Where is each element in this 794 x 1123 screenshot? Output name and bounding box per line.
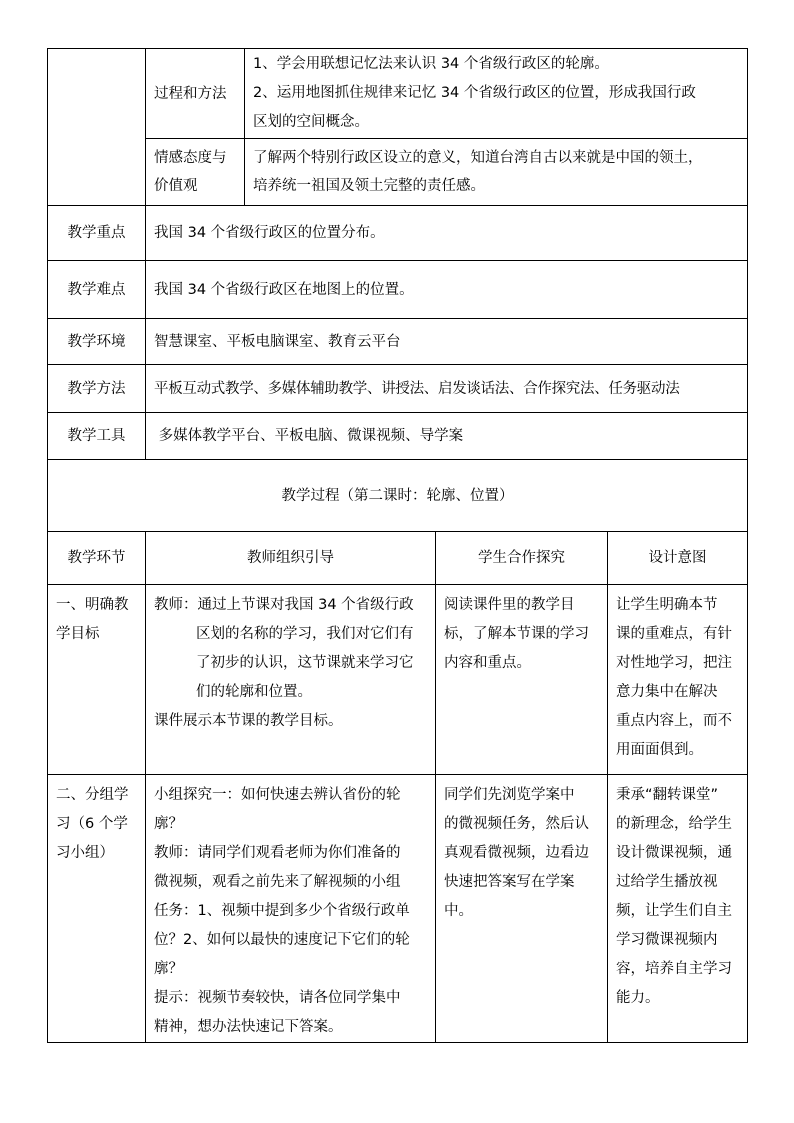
info-label: 教学方法 [48,365,146,413]
teacher-line: 小组探究一：如何快速去辨认省份的轮 [154,787,401,803]
intent-line: 课的重难点，有针 [616,626,732,642]
teacher-line: 提示：视频节奏较快，请各位同学集中 [154,990,401,1006]
objective-label [146,139,245,206]
teacher-line: 课件展示本节课的教学目标。 [154,713,343,729]
step-stage-line: 习（6 个学 [56,816,128,832]
step-stage-line: 二、分组学 [56,787,129,803]
intent-line: 用面面俱到。 [616,742,703,758]
info-label: 教学重点 [48,206,146,261]
objective-row-values [48,139,748,206]
info-row-key-points [48,206,748,261]
student-line: 中。 [444,903,473,919]
objective-line: 2、运用地图抓住规律来记忆 34 个省级行政区的位置，形成我国行政 [253,85,696,101]
teacher-line: 廓？ [154,816,183,832]
intent-line: 容，培养自主学习 [616,961,732,977]
info-value: 我国 34 个省级行政区的位置分布。 [146,206,748,261]
objective-label-text: 过程和方法 [154,85,227,102]
student-line: 的微视频任务，然后认 [444,816,589,832]
step-intent [608,585,748,775]
step-row [48,585,748,775]
intent-line: 设计微课视频，通 [616,845,732,861]
teacher-line: 教师：通过上节课对我国 34 个省级行政 [154,597,414,613]
objective-row-process [48,49,748,139]
step-stage-line: 学目标 [56,626,100,642]
objective-content [245,49,748,139]
objectives-empty-cell [48,49,146,206]
student-line: 同学们先浏览学案中 [444,787,575,803]
step-stage-line: 一、明确教 [56,597,129,613]
teacher-line: 教师：请同学们观看老师为你们准备的 [154,845,401,861]
step-student [436,585,608,775]
intent-line: 学习微课视频内 [616,932,718,948]
step-teacher [146,585,436,775]
intent-line: 重点内容上，而不 [616,713,732,729]
process-title-row [48,460,748,532]
lesson-plan-table [47,48,748,1043]
objective-line: 区划的空间概念。 [253,114,369,130]
objective-label-text: 价值观 [154,178,198,194]
info-row-difficulties [48,261,748,319]
info-value: 我国 34 个省级行政区在地图上的位置。 [146,261,748,319]
info-label: 教学环境 [48,319,146,365]
teacher-line: 区划的名称的学习，我们对它们有 [196,626,414,642]
teacher-line: 了初步的认识，这节课就来学习它 [196,655,414,671]
intent-line: 让学生明确本节 [616,597,718,613]
info-value: 多媒体教学平台、平板电脑、微课视频、导学案 [146,413,748,460]
step-student [436,775,608,1043]
intent-line: 对性地学习，把注 [616,655,732,671]
objective-content [245,139,748,206]
step-intent [608,775,748,1043]
column-header: 学生合作探究 [436,532,608,585]
intent-line: 的新理念，给学生 [616,816,732,832]
teacher-line: 任务：1、视频中提到多少个省级行政单 [154,903,410,919]
student-line: 真观看微视频，边看边 [444,845,589,861]
info-row-tools [48,413,748,460]
teacher-line: 廓？ [154,961,183,977]
objective-line: 了解两个特别行政区设立的意义，知道台湾自古以来就是中国的领土， [253,150,703,166]
info-label: 教学工具 [48,413,146,460]
step-stage-line: 习小组） [56,845,114,861]
objective-line: 1、学会用联想记忆法来认识 34 个省级行政区的轮廓。 [253,56,609,72]
teacher-line: 微视频，观看之前先来了解视频的小组 [154,874,401,890]
teacher-line: 们的轮廓和位置。 [196,684,312,700]
process-header-row [48,532,748,585]
step-row [48,775,748,1043]
column-header: 设计意图 [608,532,748,585]
objective-line: 培养统一祖国及领土完整的责任感。 [253,178,485,194]
student-line: 快速把答案写在学案 [444,874,575,890]
teacher-line: 精神，想办法快速记下答案。 [154,1019,343,1035]
step-stage [48,585,146,775]
step-stage [48,775,146,1043]
process-title: 教学过程（第二课时：轮廓、位置） [48,460,748,532]
column-header: 教师组织引导 [146,532,436,585]
intent-line: 频，让学生们自主 [616,903,732,919]
info-label: 教学难点 [48,261,146,319]
student-line: 内容和重点。 [444,655,531,671]
objective-label-text: 情感态度与 [154,150,227,166]
intent-line: 意力集中在解决 [616,684,718,700]
student-line: 标，了解本节课的学习 [444,626,589,642]
teacher-line: 位？2、如何以最快的速度记下它们的轮 [154,932,410,948]
info-row-methods [48,365,748,413]
info-value: 智慧课室、平板电脑课室、教育云平台 [146,319,748,365]
info-value: 平板互动式教学、多媒体辅助教学、讲授法、启发谈话法、合作探究法、任务驱动法 [146,365,748,413]
info-row-environment [48,319,748,365]
intent-line: 过给学生播放视 [616,874,718,890]
intent-line: 秉承“翻转课堂” [616,787,719,803]
column-header: 教学环节 [48,532,146,585]
intent-line: 能力。 [616,990,660,1006]
objective-label [146,49,245,139]
student-line: 阅读课件里的教学目 [444,597,575,613]
step-teacher [146,775,436,1043]
